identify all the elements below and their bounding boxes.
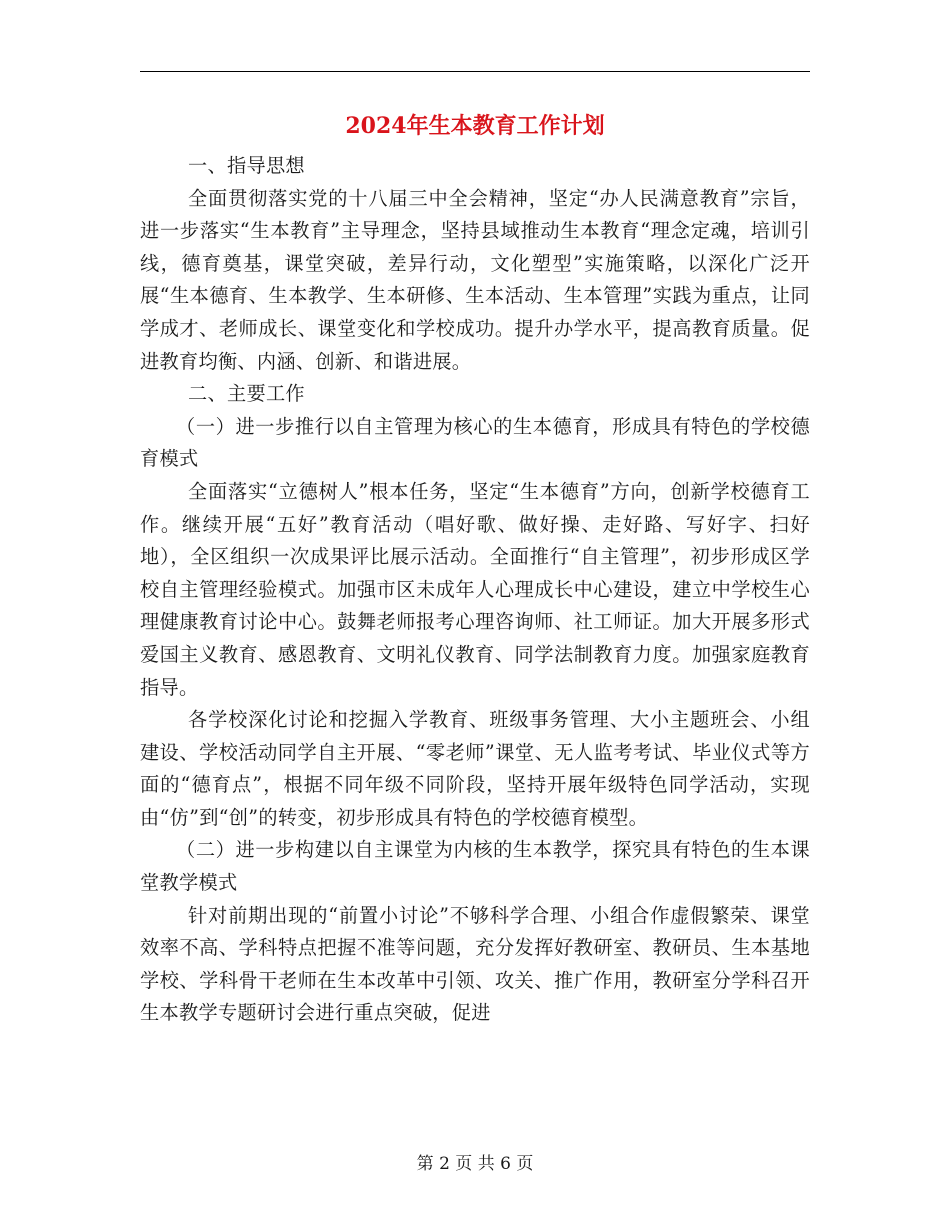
- header-rule: [140, 71, 810, 72]
- section-heading-guiding-ideology: 一、指导思想: [188, 154, 305, 177]
- paragraph-guiding-ideology: 全面贯彻落实党的十八届三中全会精神，坚定“办人民满意教育”宗旨，进一步落实“生本教育”主导理念，坚持县域推动生本教育“理念定魂，培训引线，德育奠基，课堂突破，差异行动，文化塑型”实施策略，以深化广泛开展“生本德育、生本教学、生本研修、生本活动、生本管理”实践为重点，让同学成才、老师成长、课堂变化和学校成功。提升办学水平，提高教育质量。促进教育均衡、内涵、创新、和谐进展。: [140, 186, 810, 373]
- section-heading-main-work: 二、主要工作: [188, 382, 305, 406]
- document-body: [140, 150, 810, 1030]
- paragraph-moral-education-2: 各学校深化讨论和挖掘入学教育、班级事务管理、大小主题班会、小组建设、学校活动同学自主开展、“零老师”课堂、无人监考考试、毕业仪式等方面的“德育点”，根据不同年级不同阶段，坚持开展年级特色同学活动，实现由“仿”到“创”的转变，初步形成具有特色的学校德育模型。: [140, 708, 810, 829]
- subsection-heading-teaching: （二）进一步构建以自主课堂为内核的生本教学，探究具有特色的生本课堂教学模式: [140, 838, 810, 895]
- subsection-heading-moral-education: （一）进一步推行以自主管理为核心的生本德育，形成具有特色的学校德育模式: [140, 414, 810, 471]
- document-title: 2024年生本教育工作计划: [345, 113, 605, 139]
- paragraph-teaching: 针对前期出现的“前置小讨论”不够科学合理、小组合作虚假繁荣、课堂效率不高、学科特点把握不准等问题，充分发挥好教研室、教研员、生本基地学校、学科骨干老师在生本改革中引领、攻关、推广作用，教研室分学科召开生本教学专题研讨会进行重点突破，促进: [140, 903, 810, 1025]
- page-number: 第 2 页 共 6 页: [416, 1154, 534, 1174]
- paragraph-moral-education-1: 全面落实“立德树人”根本任务，坚定“生本德育”方向，创新学校德育工作。继续开展“五好”教育活动（唱好歌、做好操、走好路、写好字、扫好地），全区组织一次成果评比展示活动。全面推行“自主管理”，初步形成区学校自主管理经验模式。加强市区未成年人心理成长中心建设，建立中学校生心理健康教育讨论中心。鼓舞老师报考心理咨询师、社工师证。加大开展多形式爱国主义教育、感恩教育、文明礼仪教育、同学法制教育力度。加强家庭教育指导。: [140, 479, 810, 699]
